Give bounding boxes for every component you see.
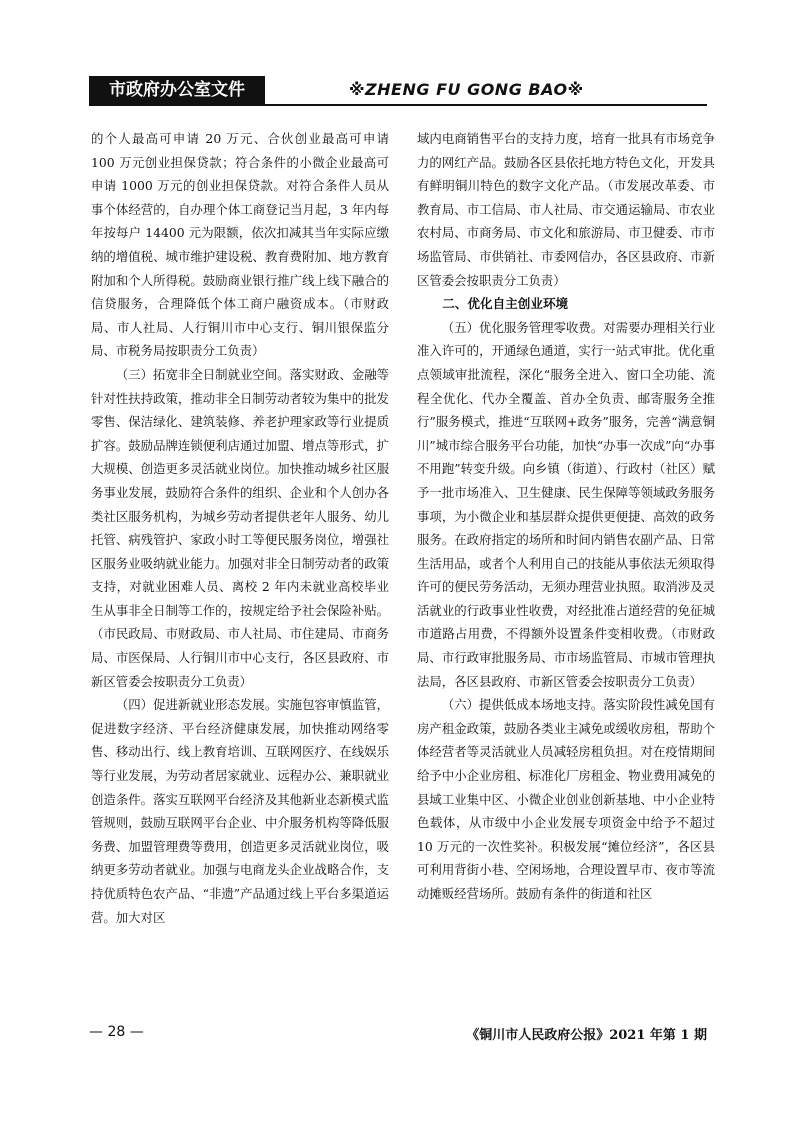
paragraph: （六）提供低成本场地支持。落实阶段性减免国有房产租金政策，鼓励各类业主减免或缓收房租，帮助个体经营者等灵活就业人员减轻房租负担。对在疫情期间给予中小企业房租、标准化厂房租金、物业费用减免的县域工业集中区、小微企业创业创新基地、中小企业特色载体，从市级中小企业发展专项资金中给予不超过 10 万元的一次性奖补。积极发展“摊位经济”，各区县可利用背街小巷、空闲场地，合理设置早市、夜市等流动摊贩经营场所。鼓励有条件的街道和社区 — [417, 697, 715, 901]
right-column — [417, 127, 715, 906]
left-column — [91, 127, 389, 929]
page-header — [89, 76, 707, 104]
paragraph: 的个人最高可申请 20 万元、合伙创业最高可申请 100 万元创业担保贷款；符合条件的小微企业最高可申请 1000 万元的创业担保贷款。对符合条件人员从事个体经营的，自办理个体工商登记当月起，3 年内每年按每户 14400 元为限额，依次扣减其当年实际应缴纳的增值税、城市维护建设税、教育费附加、地方教育附加和个人所得税。鼓励商业银行推广线上线下融合的信贷服务，合理降低个体工商户融资成本。（市财政局、市人社局、人行铜川市中心支行、铜川银保监分局、市税务局按职责分工负责） — [91, 131, 389, 359]
paragraph: （五）优化服务管理零收费。对需要办理相关行业准入许可的，开通绿色通道，实行一站式审批。优化重点领域审批流程，深化“服务全进入、窗口全功能、流程全优化、代办全覆盖、首办全负责、邮寄服务全推行”服务模式，推进“互联网+政务”服务，完善“满意铜川”城市综合服务平台功能，加快“办事一次成”向“办事不用跑”转变升级。向乡镇（街道）、行政村（社区）赋予一批市场准入、卫生健康、民生保障等领域政务服务事项，为小微企业和基层群众提供更便捷、高效的政务服务。在政府指定的场所和时间内销售农副产品、日常生活用品，或者个人利用自己的技能从事依法无须取得许可的便民劳务活动，无须办理营业执照。取消涉及灵活就业的行政事业性收费，对经批准占道经营的免征城市道路占用费，不得额外设置条件变相收费。（市财政局、市行政审批服务局、市市场监管局、市城市管理执法局，各区县政府、市新区管委会按职责分工负责） — [417, 319, 715, 689]
paragraph: （三）拓宽非全日制就业空间。落实财政、金融等针对性扶持政策，推动非全日制劳动者较为集中的批发零售、保洁绿化、建筑装修、养老护理家政等行业提质扩容。鼓励品牌连锁便利店通过加盟、增点等形式，扩大规模、创造更多灵活就业岗位。加快推动城乡社区服务事业发展，鼓励符合条件的组织、企业和个人创办各类社区服务机构，为城乡劳动者提供老年人服务、幼儿托管、病残管护、家政小时工等便民服务岗位，增强社区服务业吸纳就业能力。加强对非全日制劳动者的政策支持，对就业困难人员、离校 2 年内未就业高校毕业生从事非全日制等工作的，按规定给予社会保险补贴。（市民政局、市财政局、市人社局、市住建局、市商务局、市医保局、人行铜川市中心支行，各区县政府、市新区管委会按职责分工负责） — [91, 366, 389, 689]
header-publication-name: ※ZHENG FU GONG BAO※ — [349, 80, 584, 99]
section-heading: 二、优化自主创业环境 — [442, 296, 569, 312]
page-number: — 28 — — [89, 1024, 144, 1040]
paragraph: 域内电商销售平台的支持力度，培育一批具有市场竞争力的网红产品。鼓励各区县依托地方特色文化，开发具有鲜明铜川特色的数字文化产品。（市发展改革委、市教育局、市工信局、市人社局、市交通运输局、市农业农村局、市商务局、市文化和旅游局、市卫健委、市市场监管局、市供销社、市委网信办，各区县政府、市新区管委会按职责分工负责） — [417, 131, 715, 288]
header-divider — [89, 104, 707, 106]
paragraph: （四）促进新就业形态发展。实施包容审慎监管，促进数字经济、平台经济健康发展，加快推动网络零售、移动出行、线上教育培训、互联网医疗、在线娱乐等行业发展，为劳动者居家就业、远程办公、兼职就业创造条件。落实互联网平台经济及其他新业态新模式监管规则，鼓励互联网平台企业、中介服务机构等降低服务费、加盟管理费等费用，创造更多灵活就业岗位，吸纳更多劳动者就业。加强与电商龙头企业战略合作，支持优质特色农产品、“非遗”产品通过线上平台多渠道运营。加大对区 — [91, 697, 389, 925]
publication-issue: 《铜川市人民政府公报》2021 年第 1 期 — [466, 1028, 707, 1043]
header-section-title: 市政府办公室文件 — [89, 76, 265, 104]
